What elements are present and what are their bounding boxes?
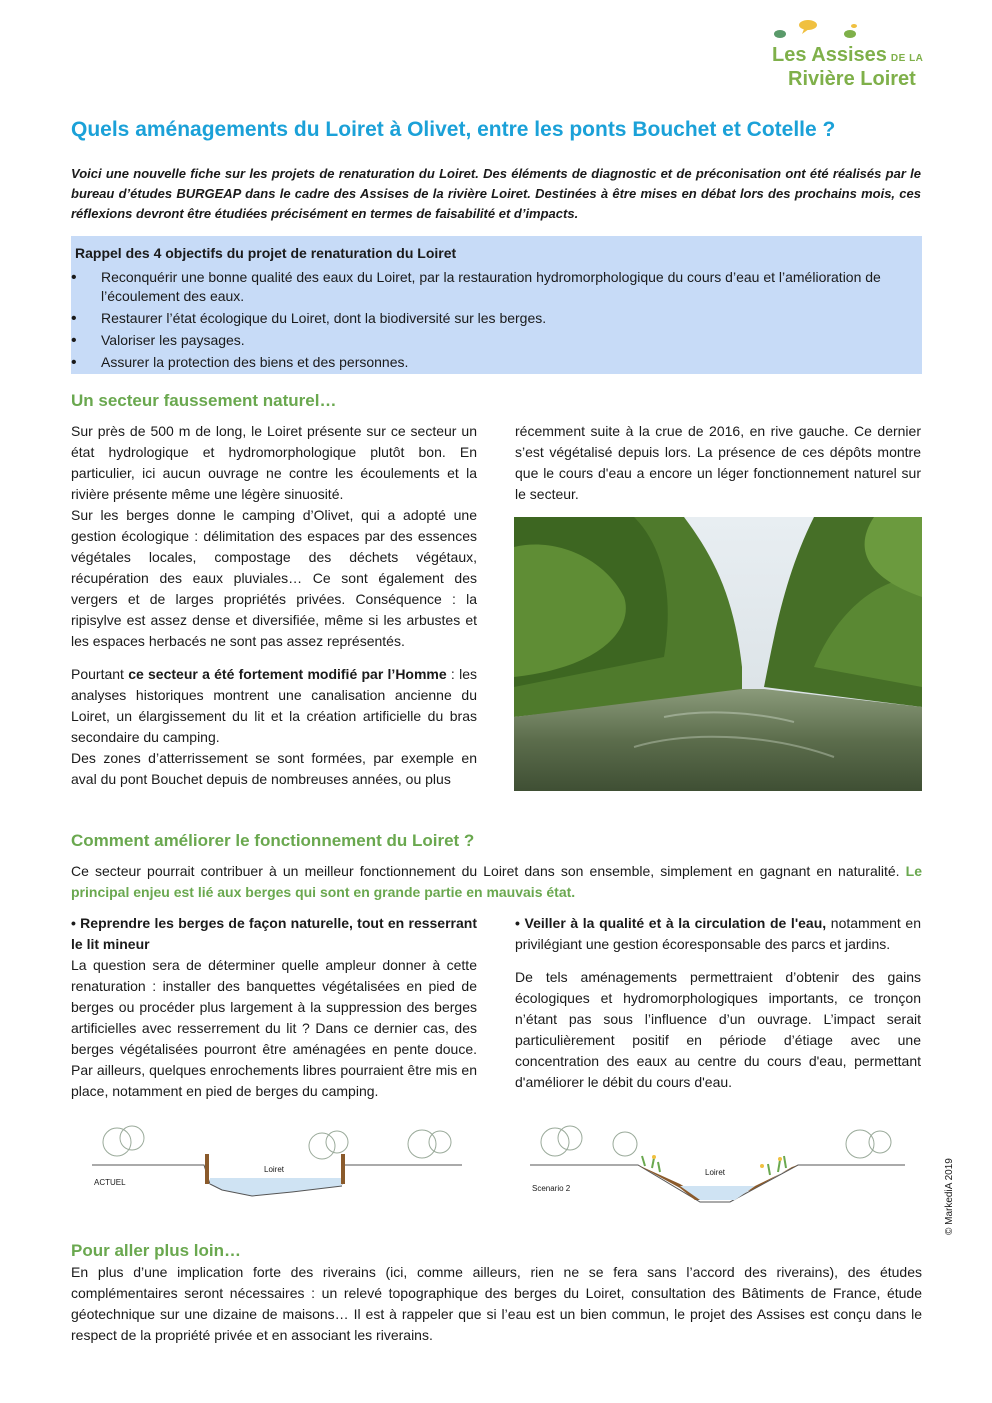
diagram-scenario-2 <box>530 1120 905 1210</box>
section2-right-column <box>515 913 921 1093</box>
intro-paragraph: Voici une nouvelle fiche sur les projets de renaturation du Loiret. Des éléments de diagnostic et de préconisation ont été réalisés par le bureau d’études BURGEAP dans le cadre des Assises de la rivière Loiret. Destinées à être mises en débat lors des prochains mois, ces réflexions devront être étudiées précisément en termes de faisabilité et d’impacts. <box>71 166 921 221</box>
river-photo <box>514 517 922 791</box>
paragraph: De tels aménagements permettraient d’obtenir des gains écologiques et hydromorphologiques importants, ce tronçon n’étant pas sous l’influence d’un ouvrage. L’impact serait particulièrement positif en période d’étiage avec une concentration des eaux au centre du cours d'eau, permettant d'améliorer le débit du cours d'eau. <box>515 969 921 1090</box>
objectives-title: Rappel des 4 objectifs du projet de renaturation du Loiret <box>75 245 457 261</box>
river-label: Loiret <box>264 1165 285 1174</box>
paragraph: Sur les berges donne le camping d’Olivet, qui a adopté une gestion écologique : délimitation des espaces par des essences végétales locales, compostage des déchets végétaux, récupération des eaux pluviales… Ce sont également des vergers et de larges propriétés privées. Conséquence : la ripisylve est assez dense et diversifiée, même si les arbustes et les espaces herbacés ne sont pas assez représentés. <box>71 507 477 649</box>
list-item: • Reconquérir une bonne qualité des eaux du Loiret, par la restauration hydromorphologique du cours d’eau et l’amélioration de l’écoulement des eaux. <box>71 268 922 306</box>
logo-line-2: Rivière Loiret <box>788 68 916 90</box>
page-title: Quels aménagements du Loiret à Olivet, entre les ponts Bouchet et Cotelle ? <box>71 118 836 141</box>
logo-line-1: Les Assises DE LA <box>772 44 924 66</box>
section-heading-2: Comment améliorer le fonctionnement du Loiret ? <box>71 831 475 850</box>
list-item: • Restaurer l’état écologique du Loiret, dont la biodiversité sur les berges. <box>71 309 922 328</box>
objectives-box <box>71 236 922 374</box>
paragraph: • Veiller à la qualité et à la circulation de l'eau, notamment en privilégiant une gestion écoresponsable des parcs et jardins. <box>515 915 922 952</box>
section-heading-1: Un secteur faussement naturel… <box>71 391 337 410</box>
paragraph: Sur près de 500 m de long, le Loiret présente sur ce secteur un état hydrologique et hydromorphologique plutôt bon. En particulier, ici aucun ouvrage ne contre les écoulements et la rivière présente même une légère sinuosité. <box>71 423 477 502</box>
list-item: • Assurer la protection des biens et des personnes. <box>71 353 922 372</box>
bullet-heading: • Reprendre les berges de façon naturelle, tout en resserrant le lit mineur <box>71 915 477 952</box>
diagram-label: ACTUEL <box>94 1178 126 1187</box>
logo <box>770 20 930 92</box>
section-heading-3: Pour aller plus loin… <box>71 1241 242 1260</box>
diagram-label: Scenario 2 <box>532 1184 571 1193</box>
paragraph: récemment suite à la crue de 2016, en rive gauche. Ce dernier s’est végétalisé depuis lors. La présence de ces dépôts montre que le cours d'eau a encore un léger fonctionnement naturel sur le secteur. <box>515 423 921 502</box>
section1-right-column <box>515 421 921 505</box>
section1-left-column <box>71 421 477 790</box>
speech-bubbles-icon <box>770 20 930 42</box>
objectives-list <box>71 268 922 375</box>
section2-left-column <box>71 913 477 1102</box>
paragraph: Des zones d’atterrissement se sont formées, par exemple en aval du pont Bouchet depuis de nombreuses années, ou plus <box>71 750 477 787</box>
diagram-actuel <box>92 1120 462 1210</box>
river-label: Loiret <box>705 1168 726 1177</box>
paragraph: La question sera de déterminer quelle ampleur donner à cette renaturation : installer des banquettes végétalisées en pied de berges ou procéder plus largement à la suppression des berges artificielles avec resserrement du lit ? Dans ce dernier cas, des berges végétalisées pourront être aménagées en pente douce. Par ailleurs, quelques enrochements libres pourraient être mis en place, notamment en pied de berges du camping. <box>71 957 477 1099</box>
section2-intro: Ce secteur pourrait contribuer à un meilleur fonctionnement du Loiret dans son ensemble, simplement en gagnant en naturalité. Le principal enjeu est lié aux berges qui sont en grande partie en mauvais état. <box>71 863 922 900</box>
paragraph: Pourtant ce secteur a été fortement modifié par l’Homme : les analyses historiques montrent une canalisation ancienne du Loiret, un élargissement du lit et la création artificielle du bras secondaire du camping. <box>71 666 477 745</box>
section3-paragraph: En plus d’une implication forte des riverains (ici, comme ailleurs, rien ne se fera sans l’accord des riverains), des études complémentaires seront nécessaires : un relevé topographique des berges du Loiret, consultation des Bâtiments de France, étude géotechnique sur une dizaine de maisons… Il est à rappeler que si l’eau est un bien commun, le projet des Assises est conçu dans le respect de la propriété privée et en associant les riverains. <box>71 1264 922 1343</box>
copyright: © MarkediA 2019 <box>944 1158 955 1235</box>
list-item: • Valoriser les paysages. <box>71 331 922 350</box>
